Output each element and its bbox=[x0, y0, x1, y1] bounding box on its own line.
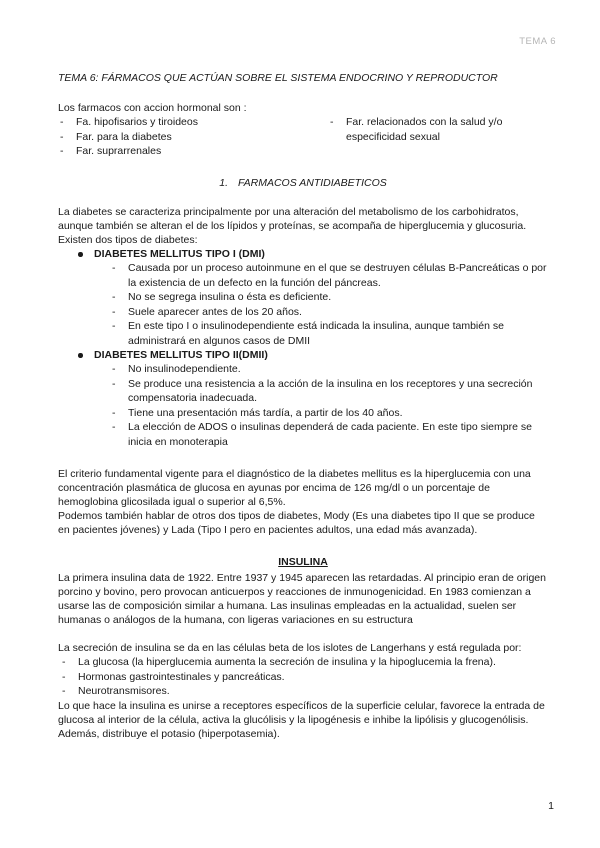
list-item: - En este tipo I o insulinodependiente está indicada la insulina, aunque también se administrará en algunos casos de DMII bbox=[108, 319, 548, 348]
diabetes-intro: La diabetes se caracteriza principalmente por una alteración del metabolismo de los carbohidratos, aunque también se alteran el de los lípidos y proteínas, se acompaña de hiperglucemia y glucosuria. Existen dos tipos de diabetes: bbox=[58, 206, 527, 246]
page-header: TEMA 6 bbox=[519, 36, 556, 47]
list-item: - Far. suprarrenales bbox=[58, 144, 328, 159]
section-heading bbox=[58, 177, 548, 189]
regulators-list bbox=[60, 655, 548, 699]
intro-list-left bbox=[58, 115, 328, 159]
list-item: - Suele aparecer antes de los 20 años. bbox=[108, 305, 548, 320]
section-number: 1. bbox=[219, 177, 228, 189]
intro-block bbox=[58, 101, 548, 159]
list-item: - Far. relacionados con la salud y/o especificidad sexual bbox=[328, 115, 548, 144]
other-types-paragraph: Podemos también hablar de otros dos tipos de diabetes, Mody (Es una diabetes tipo II que se produce en pacientes jóvenes) y Lada (Tipo I pero en pacientes adultos, una edad más avanzada). bbox=[58, 510, 535, 536]
insulina-secretion: La secreción de insulina se da en las células beta de los islotes de Langerhans y está regulada por: bbox=[58, 642, 522, 654]
intro-heading: Los farmacos con accion hormonal son : bbox=[58, 102, 247, 114]
list-item: - Far. para la diabetes bbox=[58, 130, 328, 145]
dm2-title: DIABETES MELLITUS TIPO II(DMII) bbox=[58, 348, 548, 362]
list-item: - Causada por un proceso autoinmune en el que se destruyen células B-Pancreáticas o por la existencia de un defecto en la función del páncreas. bbox=[108, 261, 548, 290]
dm1-title: DIABETES MELLITUS TIPO I (DMI) bbox=[58, 247, 548, 261]
list-item: - Fa. hipofisarios y tiroideos bbox=[58, 115, 328, 130]
intro-list-right bbox=[328, 115, 548, 159]
insulina-action: Lo que hace la insulina es unirse a receptores específicos de la superficie celular, favorece la entrada de glucosa al interior de la célula, activa la glucólisis y la lipogénesis e inhibe la lipólisis y glucogenólisis. Además, distribuye el potasio (hiperpotasemia). bbox=[58, 699, 545, 740]
dm1-list bbox=[108, 261, 548, 348]
list-item: - Hormonas gastrointestinales y pancreáticas. bbox=[60, 670, 548, 685]
list-item: - La glucosa (la hiperglucemia aumenta la secreción de insulina y la hipoglucemia la frena). bbox=[60, 655, 548, 670]
diabetes-block bbox=[58, 205, 548, 449]
list-item: - No se segrega insulina o ésta es deficiente. bbox=[108, 290, 548, 305]
page-number: 1 bbox=[548, 800, 554, 812]
dm2-list bbox=[108, 362, 548, 449]
list-item: - Neurotransmisores. bbox=[60, 684, 548, 699]
insulina-heading: INSULINA bbox=[278, 556, 328, 568]
list-item: - La elección de ADOS o insulinas dependerá de cada paciente. En este tipo siempre se inicia en monoterapia bbox=[108, 420, 548, 449]
insulina-history: La primera insulina data de 1922. Entre 1937 y 1945 aparecen las retardadas. Al principio eran de origen porcino y bovino, pero provocan anticuerpos y reacciones de inmunogenicidad. En 1983 comienzan a usarse las de composición similar a humana. Las insulinas empleadas en la actualidad, suelen ser humanas o análogos de la humana, con ligeras variaciones en su estructura bbox=[58, 572, 546, 626]
list-item: - Se produce una resistencia a la acción de la insulina en los receptores y una secreción compensatoria inadecuada. bbox=[108, 377, 548, 406]
document-title: TEMA 6: FÁRMACOS QUE ACTÚAN SOBRE EL SISTEMA ENDOCRINO Y REPRODUCTOR bbox=[58, 72, 498, 84]
criteria-block bbox=[58, 467, 548, 537]
section-title: FARMACOS ANTIDIABETICOS bbox=[238, 177, 387, 189]
list-item: - Tiene una presentación más tardía, a partir de los 40 años. bbox=[108, 406, 548, 421]
list-item: - No insulinodependiente. bbox=[108, 362, 548, 377]
insulina-block bbox=[58, 571, 548, 741]
criteria-paragraph: El criterio fundamental vigente para el diagnóstico de la diabetes mellitus es la hiperglucemia con una concentración plasmática de glucosa en ayunas por encima de 126 mg/dl o un porcentaje de hemoglobina glicosilada igual o superior al 6,5%. bbox=[58, 468, 531, 508]
